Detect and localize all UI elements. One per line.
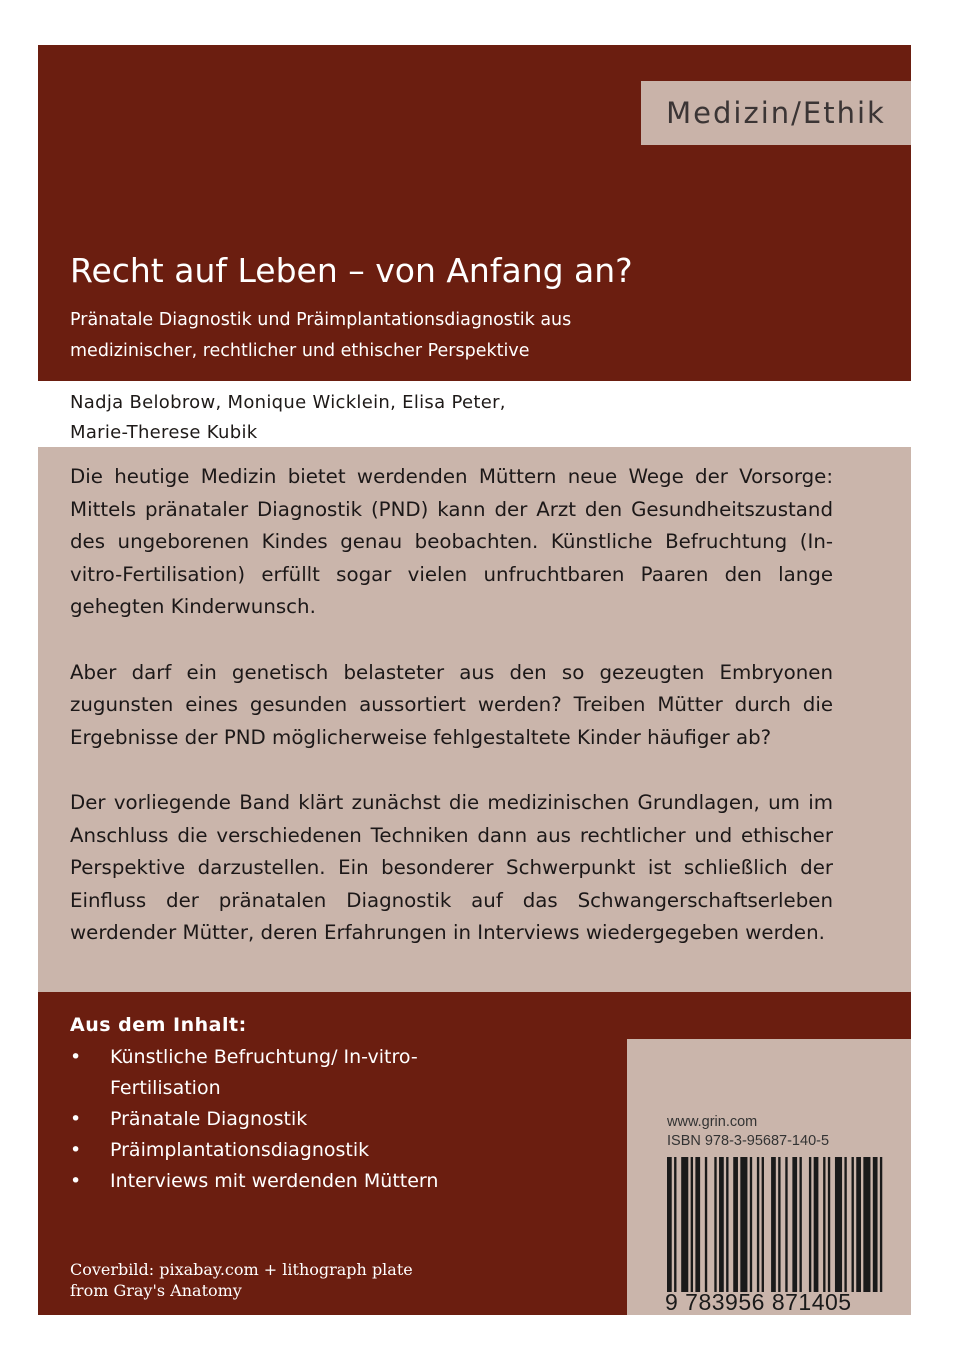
list-item-label: Interviews mit werdenden Müttern [110, 1170, 439, 1192]
barcode-panel [627, 1039, 911, 1315]
barcode-bar [750, 1157, 752, 1292]
list-item-label: Präimplantationsdiagnostik [110, 1139, 370, 1161]
bullet-icon: • [70, 1046, 82, 1068]
barcode-bar [691, 1157, 693, 1292]
barcode-bar [856, 1157, 861, 1292]
contents-heading: Aus dem Inhalt: [70, 1014, 247, 1036]
isbn-label: ISBN 978-3-95687-140-5 [667, 1133, 830, 1149]
authors-line-1: Nadja Belobrow, Monique Wicklein, Elisa Peter, [70, 392, 506, 413]
barcode-bar [880, 1157, 882, 1292]
barcode-bar [792, 1157, 797, 1292]
barcode-bar [778, 1157, 780, 1292]
barcode-bar [771, 1157, 776, 1292]
authors [70, 388, 590, 448]
category-label: Medizin/Ethik [666, 96, 886, 130]
barcode-bar [674, 1157, 676, 1292]
barcode-bar [762, 1157, 764, 1292]
barcode-bar [726, 1157, 728, 1292]
barcode-bar [873, 1157, 878, 1292]
barcode-digits: 9 783956 871405 [665, 1289, 852, 1315]
blurb-band [38, 447, 911, 992]
authors-line-2: Marie-Therese Kubik [70, 422, 258, 443]
barcode-bar [809, 1157, 811, 1292]
header-band [38, 45, 911, 381]
barcode-bar [823, 1157, 825, 1292]
blurb-paragraph-2: Aber darf ein genetisch belasteter aus den so gezeugten Embryonen zugunsten eines gesunden aussortiert werden? Treiben Mütter durch die Ergebnisse der PND möglicherweise fehlgestaltete Kinder häufiger ab? [70, 660, 833, 749]
blurb-text [70, 461, 833, 983]
blurb-paragraph-3: Der vorliegende Band klärt zunächst die medizinischen Grundlagen, um im Anschluss die verschiedenen Techniken dann aus rechtlicher und ethischer Perspektive darzustellen. Ein besonderer Schwerpunkt ist schließlich der Einfluss der pränatalen Diagnostik auf das Schwangerschaftserleben werdender Mütter, deren Erfahrungen in Interviews wiedergegeben werden. [70, 790, 833, 945]
contents-band [38, 992, 911, 1315]
list-item [70, 1166, 450, 1197]
barcode-bar [733, 1157, 738, 1292]
list-item-label: Pränatale Diagnostik [110, 1108, 308, 1130]
barcode-bar [785, 1157, 787, 1292]
barcode-bar [705, 1157, 707, 1292]
barcode-bar [835, 1157, 842, 1292]
barcode-bar [844, 1157, 846, 1292]
contents-list [70, 1042, 450, 1197]
blurb-paragraph-1: Die heutige Medizin bietet werdenden Müttern neue Wege der Vorsorge: Mittels pränataler Diagnostik (PND) kann der Arzt den Gesundheitszustand des ungeborenen Kindes genau beobachten. Künstliche Befruchtung (In-vitro-Fertilisation) erfüllt sogar vielen unfruchtbaren Paaren den lange gehegten Kinderwunsch. [70, 465, 833, 619]
publisher-website: www.grin.com [667, 1114, 758, 1130]
list-item [70, 1135, 450, 1166]
barcode-bar [828, 1157, 830, 1292]
barcode-bar [667, 1157, 672, 1292]
barcode-bar [714, 1157, 716, 1292]
category-box [641, 81, 911, 145]
barcode-bar [757, 1157, 759, 1292]
barcode-bar [852, 1157, 854, 1292]
barcode-bar [695, 1157, 700, 1292]
cover-image-credit: Coverbild: pixabay.com + lithograph plate from Gray's Anatomy [70, 1260, 413, 1300]
barcode-bar [681, 1157, 688, 1292]
barcode-bar [740, 1157, 747, 1292]
bullet-icon: • [70, 1139, 82, 1161]
book-subtitle: Pränatale Diagnostik und Präimplantationsdiagnostik aus medizinischer, rechtlicher und ethischer Perspektive [70, 310, 572, 361]
list-item [70, 1104, 450, 1135]
book-back-cover [38, 45, 911, 1315]
barcode-bar [863, 1157, 870, 1292]
list-item-label: Künstliche Befruchtung/ In-vitro-Fertilisation [110, 1046, 418, 1099]
book-title: Recht auf Leben – von Anfang an? [70, 251, 633, 290]
bullet-icon: • [70, 1170, 82, 1192]
barcode-icon [667, 1157, 887, 1292]
barcode-bar [799, 1157, 801, 1292]
barcode-bar [719, 1157, 724, 1292]
list-item [70, 1042, 450, 1104]
bullet-icon: • [70, 1108, 82, 1130]
barcode-bar [814, 1157, 819, 1292]
